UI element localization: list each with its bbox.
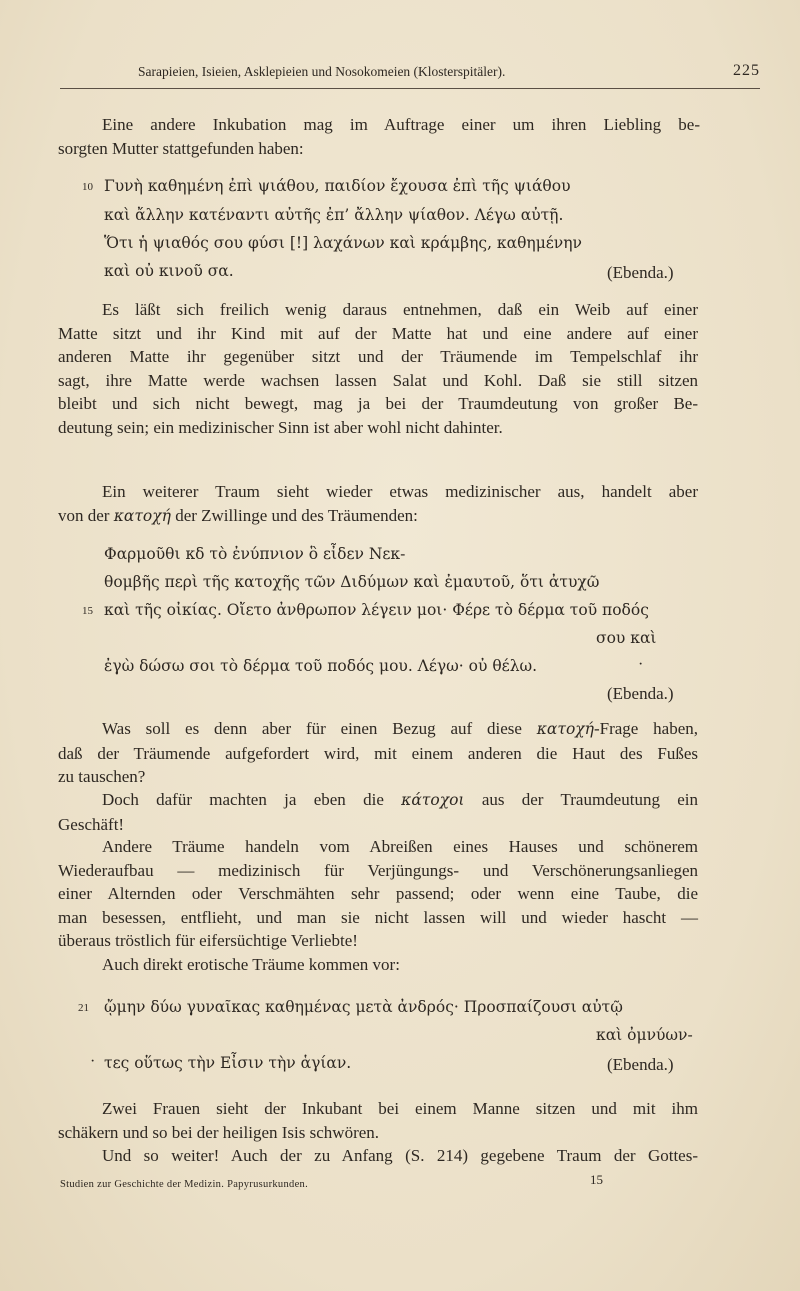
paragraph: [58, 953, 698, 977]
greek-line: ᾤμην δύω γυναῖκας καθημένας μετὰ ἀνδρός· Προσπαίζουσι αὐτῷ: [104, 998, 623, 1016]
text-line: anderen Matte ihr gegenüber sitzt und der Träumende im Tempelschlaf ihr: [58, 347, 698, 366]
page-header: [60, 62, 760, 86]
intro-paragraph-cont: [58, 137, 698, 161]
text-line: [58, 717, 698, 742]
signature-mark: 15: [590, 1172, 603, 1187]
stray-mark: ·: [638, 656, 644, 673]
stray-mark: ·: [90, 1053, 96, 1070]
citation-ref: (Ebenda.): [607, 1055, 674, 1074]
text-line: Andere Träume handeln vom Abreißen eines Hauses und schönerem: [102, 837, 698, 856]
running-title: Sarapieien, Isieien, Asklepieien und Nosokomeien (Klosterspitäler).: [138, 64, 506, 79]
text-line: Geschäft!: [58, 814, 125, 834]
paragraph: [58, 1097, 698, 1144]
paragraph: [58, 717, 698, 789]
text-line: schäkern und so bei der heiligen Isis schwören.: [58, 1122, 380, 1142]
text-line: sagt, ihre Matte werde wachsen lassen Salat und Kohl. Daß sie still sitzen: [58, 370, 698, 390]
greek-line: καὶ ὀμνύων-: [596, 1026, 693, 1044]
text-span: von der: [58, 505, 110, 525]
text-line: Auch direkt erotische Träume kommen vor:: [102, 955, 400, 974]
citation-ref: (Ebenda.): [607, 684, 674, 703]
footer-series: Studien zur Geschichte der Medizin. Papyrusurkunden.: [60, 1179, 308, 1190]
text-line: Ein weiterer Traum sieht wieder etwas medizinischer aus, handelt aber: [102, 482, 698, 501]
greek-term: κατοχή: [113, 506, 171, 525]
paragraph: [58, 788, 698, 836]
paragraph: [58, 835, 698, 953]
text-line: bleibt und sich nicht bewegt, mag ja bei der Traumdeutung von großer Be-: [58, 394, 698, 413]
header-rule: [60, 88, 760, 89]
greek-line: καὶ τῆς οἰκίας. Οἴετο ἀνθρωπον λέγειν μοι· Φέρε τὸ δέρμα τοῦ ποδός: [104, 601, 649, 619]
greek-line: σου καὶ: [596, 629, 657, 647]
paragraph: [58, 1144, 698, 1168]
text-line: einer Alternden oder Verschmähten sehr passend; oder wenn eine Taube, die: [58, 884, 698, 903]
greek-line: τες οὕτως τὴν Εἶσιν τὴν ἁγίαν.: [104, 1054, 352, 1072]
line-number: 21: [78, 1002, 89, 1014]
text-span: aus der Traumdeutung ein: [481, 790, 699, 809]
citation-ref: (Ebenda.): [607, 263, 674, 282]
paragraph: [58, 298, 698, 439]
text-line: zu tauschen?: [58, 767, 146, 786]
text-line: Zwei Frauen sieht der Inkubant bei einem Manne sitzen und mit ihm: [102, 1099, 698, 1118]
text-line: [58, 504, 698, 529]
greek-line: Φαρμοῦθι κδ τὸ ἐνύπνιον ὃ εἶδεν Νεκ-: [104, 545, 406, 563]
page-number: 225: [733, 62, 760, 79]
text-line: [58, 788, 698, 813]
text-line: Und so weiter! Auch der zu Anfang (S. 214) gegebene Traum der Gottes-: [102, 1146, 698, 1165]
text-line: Wiederaufbau — medizinisch für Verjüngungs- und Verschönerungsanliegen: [58, 860, 698, 880]
text-span: -Frage haben,: [593, 719, 698, 738]
text-line: Eine andere Inkubation mag im Auftrage einer um ihren Liebling be-: [102, 115, 700, 134]
text-span: der Zwillinge und des Träumenden:: [175, 505, 418, 525]
greek-line: καὶ ἄλλην κατέναντι αὐτῆς ἐπ’ ἄλλην ψίαθον. Λέγω αὐτῇ.: [104, 206, 564, 224]
greek-term: κατοχή: [536, 720, 594, 738]
greek-line: ἐγὼ δώσω σοι τὸ δέρμα τοῦ ποδός μου. Λέγω· οὐ θέλω.: [104, 657, 538, 675]
text-line: deutung sein; ein medizinischer Sinn ist aber wohl nicht dahinter.: [58, 417, 503, 437]
text-line: Matte sitzt und ihr Kind mit auf der Matte hat und eine andere auf einer: [58, 323, 698, 343]
greek-line: θομβῆς περὶ τῆς κατοχῆς τῶν Διδύμων καὶ ἐμαυτοῦ, ὅτι ἀτυχῶ: [104, 573, 600, 591]
text-line: überaus tröstlich für eifersüchtige Verliebte!: [58, 931, 358, 950]
text-span: Doch dafür machten ja eben die: [102, 790, 384, 809]
paragraph: [58, 480, 698, 528]
greek-line: καὶ οὐ κινοῦ σα.: [104, 262, 234, 280]
text-line: man besessen, entflieht, und man sie nicht lassen will und wieder hascht —: [58, 907, 698, 927]
intro-paragraph: [102, 113, 700, 137]
text-span: Was soll es denn aber für einen Bezug auf diese: [102, 719, 522, 738]
greek-line: Γυνὴ καθημένη ἐπὶ ψιάθου, παιδίον ἔχουσα ἐπὶ τῆς ψιάθου: [104, 177, 571, 195]
text-line: Es läßt sich freilich wenig daraus entnehmen, daß ein Weib auf einer: [102, 300, 698, 319]
line-number: 10: [82, 181, 93, 193]
text-line: daß der Träumende aufgefordert wird, mit einem anderen die Haut des Fußes: [58, 743, 698, 763]
text-line: sorgten Mutter stattgefunden haben:: [58, 139, 304, 158]
line-number: 15: [82, 605, 93, 617]
greek-term: κάτοχοι: [401, 791, 465, 809]
greek-line: Ὅτι ἡ ψιαθός σου φύσι [!] λαχάνων καὶ κράμβης, καθημένην: [104, 234, 582, 252]
